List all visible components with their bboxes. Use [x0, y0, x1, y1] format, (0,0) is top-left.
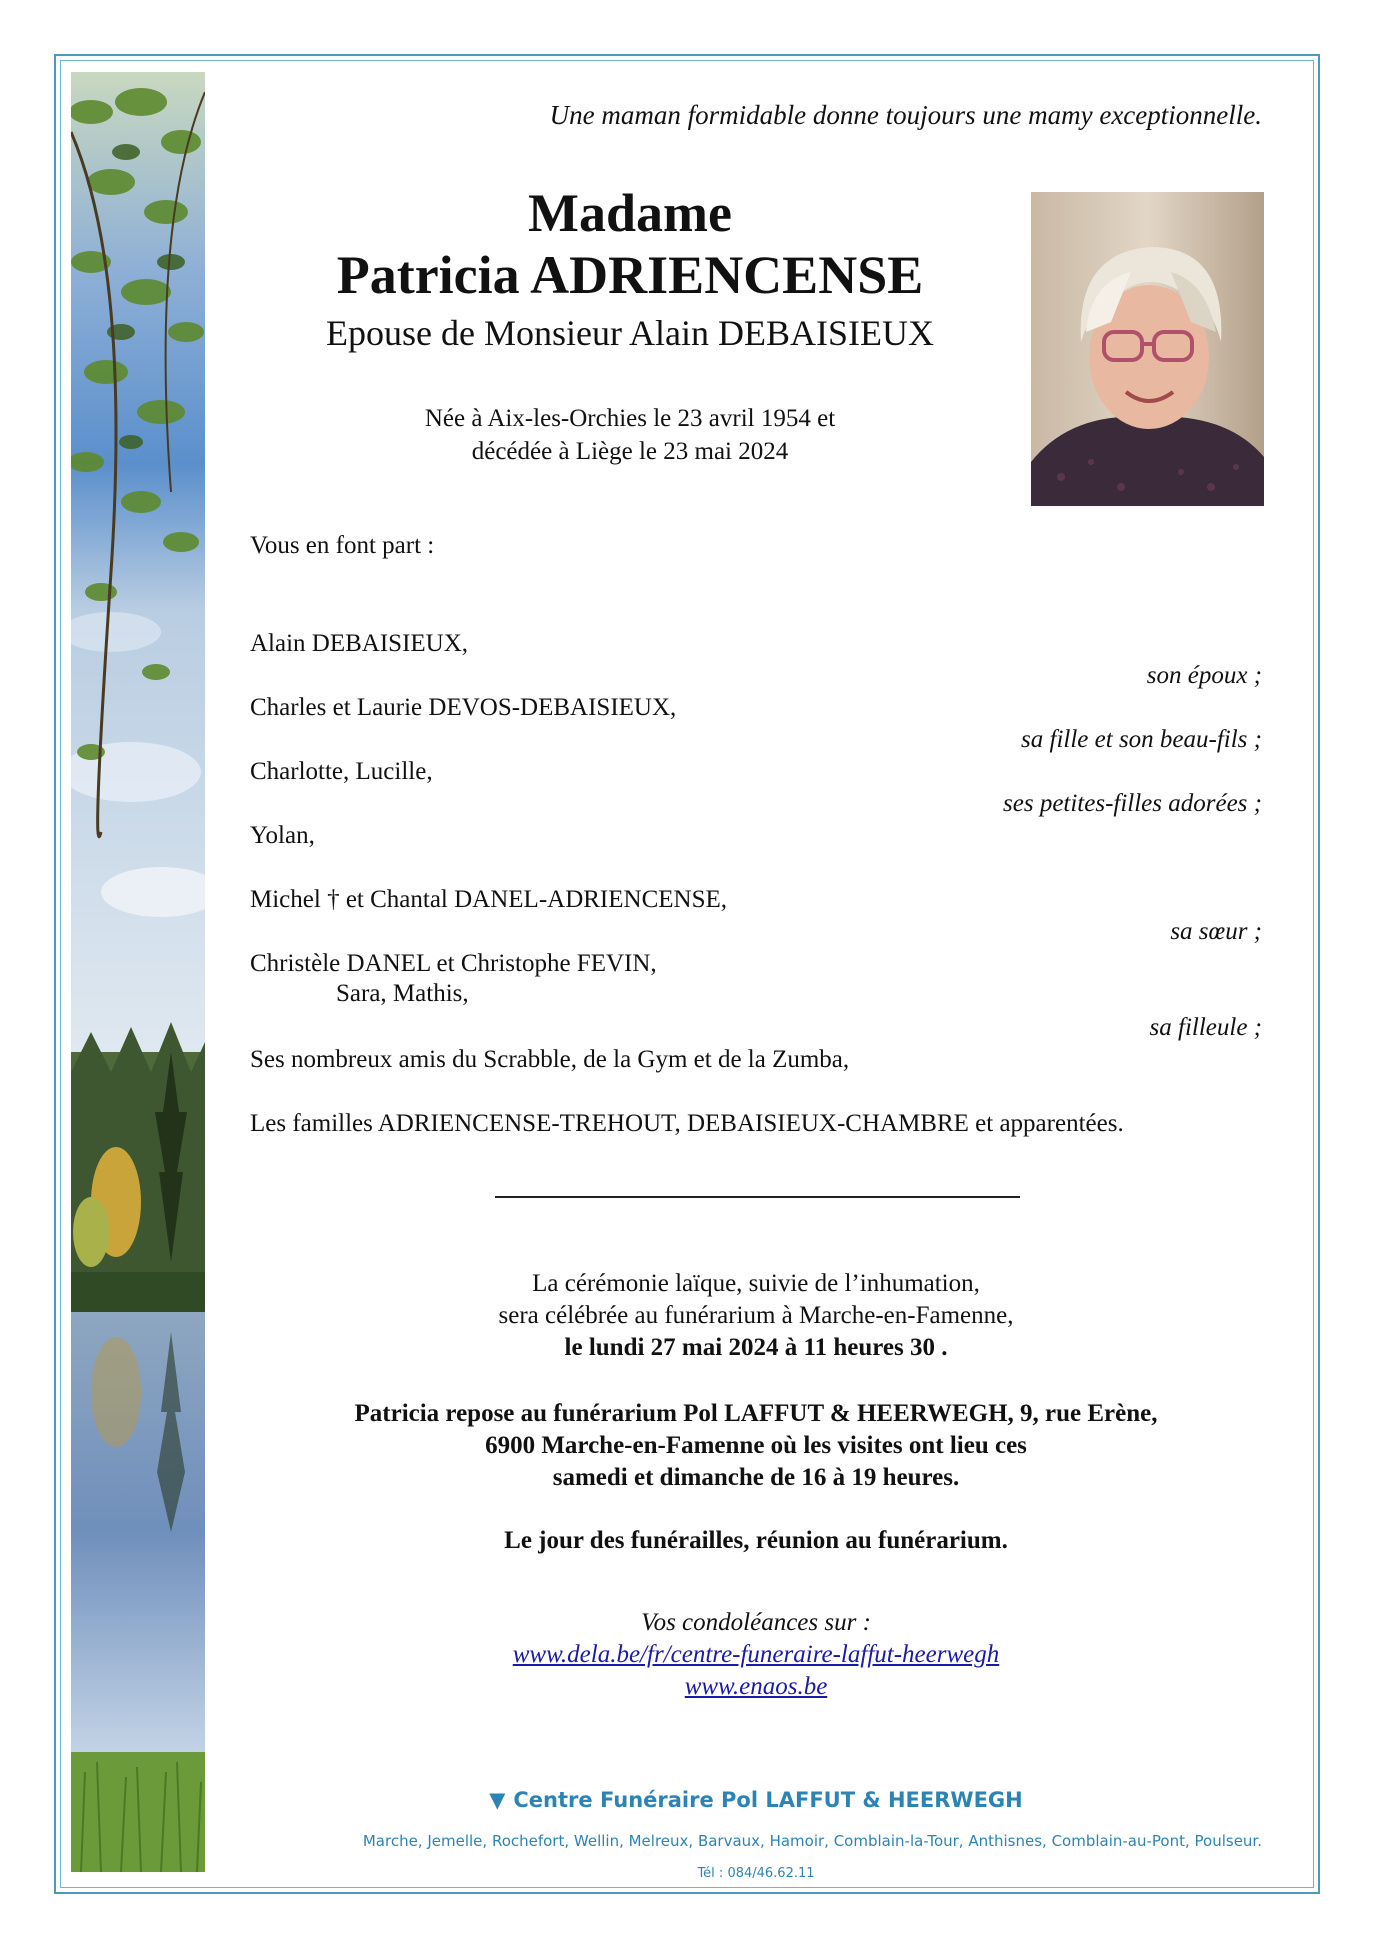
ceremony-line: sera célébrée au funérarium à Marche-en-Famenne,: [498, 1302, 1014, 1329]
funeral-home-label: Centre Funéraire Pol LAFFUT & HEERWEGH: [513, 1788, 1023, 1812]
family-member-name: Charlotte, Lucille,: [250, 758, 433, 785]
funeral-home-phone: Tél : 084/46.62.11: [697, 1866, 815, 1881]
family-relation: sa fille et son beau-fils ;: [1021, 726, 1262, 753]
condolences-section: [250, 1607, 1262, 1703]
family-member-name: Alain DEBAISIEUX,: [250, 630, 469, 657]
condolences-label: Vos condoléances sur :: [641, 1609, 871, 1636]
family-relation: ses petites-filles adorées ;: [1003, 790, 1262, 817]
family-relation: son époux ;: [1146, 662, 1262, 689]
announcement-intro: Vous en font part :: [250, 532, 435, 559]
divider: [495, 1196, 1020, 1198]
death-line: décédée à Liège le 23 mai 2024: [471, 438, 789, 465]
portrait-photo: [1031, 192, 1264, 506]
family-member-name: Christèle DANEL et Christophe FEVIN,: [250, 950, 657, 977]
honorific: Madame: [528, 183, 732, 243]
dela-condolences-link[interactable]: www.dela.be/fr/centre-funeraire-laffut-heerwegh: [512, 1641, 1000, 1668]
family-member-name: Charles et Laurie DEVOS-DEBAISIEUX,: [250, 694, 677, 721]
ceremony-info: [250, 1268, 1262, 1364]
family-relation: sa sœur ;: [1170, 918, 1262, 945]
decorative-nature-strip: [71, 72, 205, 1872]
family-member-name: Yolan,: [250, 822, 315, 849]
title-block: [250, 182, 1010, 356]
funeral-home-locations: Marche, Jemelle, Rochefort, Wellin, Melreux, Barvaux, Hamoir, Comblain-la-Tour, Anthisnes, Comblain-au-Pont, Poulseur.: [362, 1832, 1262, 1850]
enaos-link[interactable]: www.enaos.be: [684, 1673, 828, 1700]
epigraph-quote: Une maman formidable donne toujours une mamy exceptionnelle.: [549, 100, 1262, 130]
visitation-line: samedi et dimanche de 16 à 19 heures.: [552, 1464, 960, 1491]
family-member-name: Ses nombreux amis du Scrabble, de la Gym et de la Zumba,: [250, 1046, 850, 1073]
reunion-notice: Le jour des funérailles, réunion au funérarium.: [504, 1527, 1008, 1554]
birth-line: Née à Aix-les-Orchies le 23 avril 1954 et: [424, 405, 836, 432]
visitation-info: [250, 1398, 1262, 1494]
deceased-name: Patricia ADRIENCENSE: [336, 245, 924, 305]
visitation-line: Patricia repose au funérarium Pol LAFFUT & HEERWEGH, 9, rue Erène,: [354, 1400, 1158, 1427]
family-member-name: Les familles ADRIENCENSE-TREHOUT, DEBAISIEUX-CHAMBRE et apparentées.: [250, 1110, 1124, 1137]
funeral-home-name: [250, 1788, 1262, 1812]
spouse-line: Epouse de Monsieur Alain DEBAISIEUX: [326, 313, 934, 353]
visitation-line: 6900 Marche-en-Famenne où les visites ont lieu ces: [485, 1432, 1027, 1459]
birth-death-info: [250, 402, 1010, 468]
family-member-children: Sara, Mathis,: [336, 980, 469, 1007]
family-relation: sa filleule ;: [1149, 1014, 1262, 1041]
family-member-name: Michel † et Chantal DANEL-ADRIENCENSE,: [250, 886, 728, 913]
ceremony-line: La cérémonie laïque, suivie de l’inhumation,: [532, 1270, 980, 1297]
triangle-down-icon: ▼: [489, 1788, 506, 1812]
ceremony-date: le lundi 27 mai 2024 à 11 heures 30 .: [564, 1334, 948, 1361]
